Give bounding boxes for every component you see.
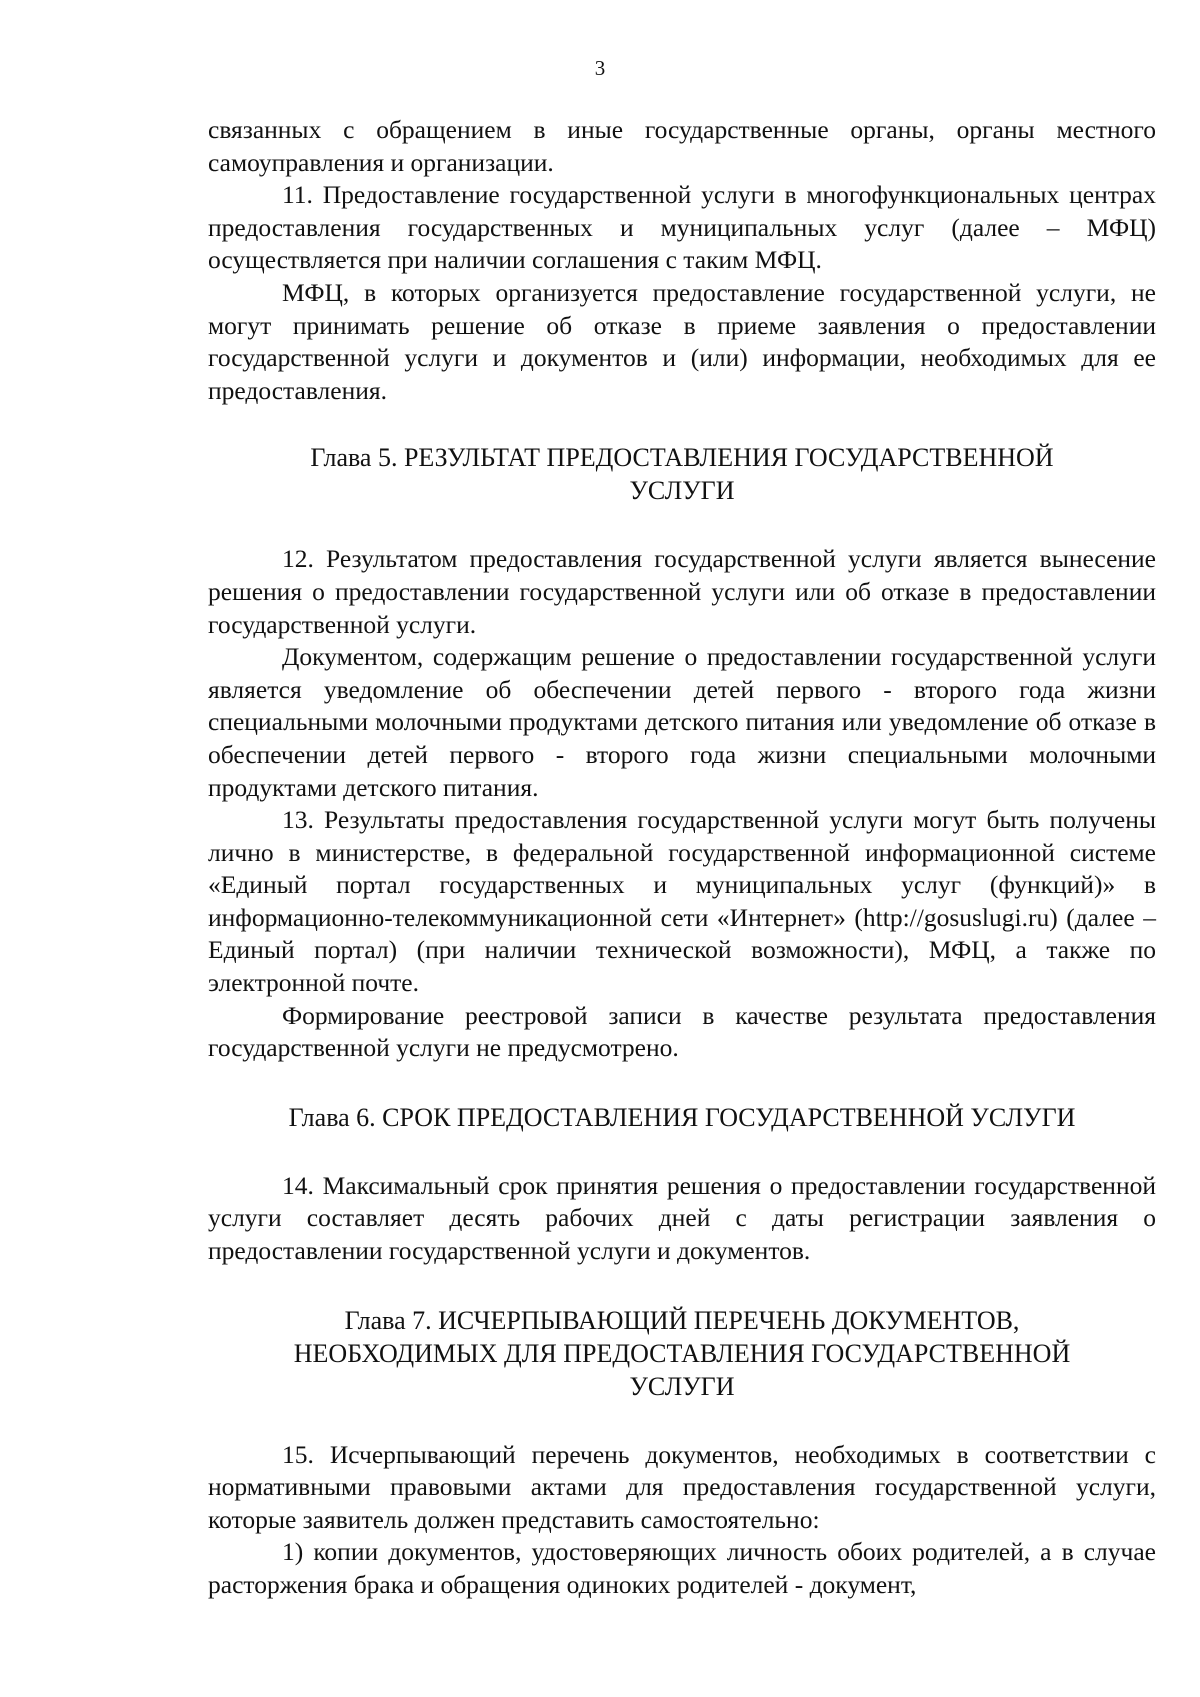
chapter-7-heading-line-3: УСЛУГИ [629,1371,735,1401]
chapter-7-heading-line-2: НЕОБХОДИМЫХ ДЛЯ ПРЕДОСТАВЛЕНИЯ ГОСУДАРСТВЕННОЙ [293,1338,1071,1368]
chapter-5-heading-line-2: УСЛУГИ [629,476,735,506]
page-number: 3 [594,56,606,80]
paragraph-15: 15. Исчерпывающий перечень документов, необходимых в соответствии с нормативными правовыми актами для предоставления государственной услуги, которые заявитель должен представить самостоятельно: [208,1439,1156,1534]
paragraph-13: 13. Результаты предоставления государственной услуги могут быть получены лично в министерстве, в федеральной государственной информационной системе «Единый портал государственных и муниципальных услуг (функций)» в информационно-телекоммуникационной сети «Интернет» (http://gosuslugi.ru) (далее – Единый портал) (при наличии технической возможности), МФЦ, а также по электронной почте. [208,805,1156,998]
document-body [208,114,1156,1602]
paragraph-mfc-refusal: МФЦ, в которых организуется предоставление государственной услуги, не могут принимать решение об отказе в приеме заявления о предоставлении государственной услуги и документов и (или) информации, необходимых для ее предоставления. [208,277,1156,405]
list-item-1: 1) копии документов, удостоверяющих личность обоих родителей, а в случае расторжения брака и обращения одиноких родителей - документ, [208,1537,1156,1599]
chapter-7-heading [208,1304,1156,1403]
paragraph-decision-document: Документом, содержащим решение о предоставлении государственной услуги является уведомление об обеспечении детей первого - второго года жизни специальными молочными продуктами детского питания или уведомление об отказе в обеспечении детей первого - второго года жизни специальными молочными продуктами детского питания. [208,642,1156,802]
chapter-7-heading-line-1: Глава 7. ИСЧЕРПЫВАЮЩИЙ ПЕРЕЧЕНЬ ДОКУМЕНТОВ, [344,1305,1020,1335]
chapter-5-heading [208,441,1156,507]
paragraph-14: 14. Максимальный срок принятия решения о предоставлении государственной услуги составляет десять рабочих дней с даты регистрации заявления о предоставлении государственной услуги и документов. [208,1170,1156,1266]
chapter-5-heading-line-1: Глава 5. РЕЗУЛЬТАТ ПРЕДОСТАВЛЕНИЯ ГОСУДАРСТВЕННОЙ [310,443,1054,473]
chapter-6-heading-line-1: Глава 6. СРОК ПРЕДОСТАВЛЕНИЯ ГОСУДАРСТВЕННОЙ УСЛУГИ [288,1102,1076,1132]
paragraph-11: 11. Предоставление государственной услуги в многофункциональных центрах предоставления государственных и муниципальных услуг (далее – МФЦ) осуществляется при наличии соглашения с таким МФЦ. [208,180,1156,275]
paragraph-12: 12. Результатом предоставления государственной услуги является вынесение решения о предоставлении государственной услуги или об отказе в предоставлении государственной услуги. [208,544,1156,639]
paragraph-continuation: связанных с обращением в иные государственные органы, органы местного самоуправления и организации. [208,115,1156,177]
chapter-6-heading [208,1101,1156,1134]
paragraph-registry-record: Формирование реестровой записи в качестве результата предоставления государственной услуги не предусмотрено. [208,1000,1156,1063]
